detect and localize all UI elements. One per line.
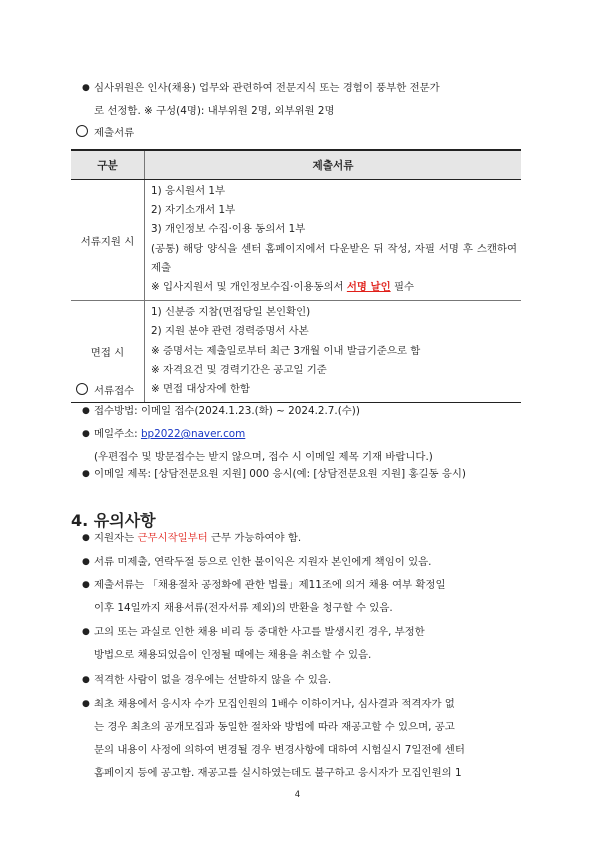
note-no-selection: ● 적격한 사람이 없을 경우에는 선발하지 않을 수 있음. [80,669,528,692]
receipt-method: ● 접수방법: 이메일 접수(2024.1.23.(화) ~ 2024.2.7.(수)) [80,400,528,423]
list-item: ※ 증명서는 제출일로부터 최근 3개월 이내 발급기준으로 함 [151,344,421,357]
page-number: 4 [294,790,301,800]
signature-note: ※ 입사지원서 및 개인정보수집·이용동의서 서명 날인 필수 [151,281,415,294]
list-item: 3) 개인정보 수집·이용 동의서 1부 [151,223,306,236]
bullet-icon: ● [82,675,90,685]
table-row [71,180,521,301]
list-item: 2) 자기소개서 1부 [151,204,236,217]
row-label-apply: 서류지원 시 [71,180,145,301]
note-re-announcement: ● 최초 채용에서 응시자 수가 모집인원의 1배수 이하이거나, 심사결과 적격자가 없 는 경우 최초의 공개모집과 동일한 절차와 방법에 따라 재공고할 수 있으며, 공고 문의 내용이 사정에 의하여 변경될 경우 변경사항에 대하여 시험실시 7일전에 센터 홈페이지 등에 공고함. 재공고를 실시하였는데도 불구하고 응시자가 모집인원의 1 [80,693,528,785]
section-receipt-heading: 서류접수 [76,383,134,399]
bullet-icon: ● [82,533,90,543]
email-link[interactable]: bp2022@naver.com [140,428,246,440]
signature-highlight: 서명 날인 [346,281,391,294]
reviewer-line1: 심사위원은 인사(채용) 업무와 관련하여 전문지식 또는 경험이 풍부한 전문가 [94,82,440,94]
email-note: (우편접수 및 방문접수는 받지 않으며, 접수 시 이메일 제목 기재 바랍니다.) [94,451,433,463]
reviewer-line2: 로 선정함. ※ 구성(4명): 내부위원 2명, 외부위원 2명 [94,105,335,117]
bullet-icon: ● [82,627,90,637]
list-item: 1) 응시원서 1부 [151,185,226,197]
section4-title: 4. 유의사항 [71,511,156,530]
row-items-interview [145,301,522,403]
note-cancellation: ● 고의 또는 과실로 인한 채용 비리 등 중대한 사고를 발생시킨 경우, 부정한 방법으로 채용되었음이 인정될 때에는 채용을 취소할 수 있음. [80,621,528,667]
row-label-interview: 면접 시 [71,301,145,403]
bullet-icon: ● [82,429,90,439]
list-item: ※ 자격요건 및 경력기간은 공고일 기준 [151,363,327,376]
bullet-icon: ● [82,557,90,567]
list-item: ※ 면접 대상자에 한함 [151,383,250,396]
list-item: 2) 지원 분야 관련 경력증명서 사본 [151,325,309,338]
list-item: 1) 신분증 지참(면접당일 본인확인) [151,306,311,319]
table-header-row [71,150,521,180]
reviewer-bullet [80,77,528,123]
note-return-docs: ● 제출서류는 「채용절차 공정화에 관한 법률」제11조에 의거 채용 여부 확정일 이후 14일까지 채용서류(전자서류 제외)의 반환을 청구할 수 있음. [80,574,528,620]
section-docs-heading: 제출서류 [76,125,134,141]
start-date-highlight: 근무시작일부터 [137,532,208,544]
bullet-icon: ● [82,580,90,590]
list-item: (공통) 해당 양식을 센터 홈페이지에서 다운받은 뒤 작성, 자필 서명 후 스캔하여 제출 [151,242,517,274]
bullet-icon: ● [82,469,90,479]
documents-table [71,149,521,403]
bullet-icon: ● [82,406,90,416]
header-docs: 제출서류 [145,150,522,180]
note-responsibility: ● 서류 미제출, 연락두절 등으로 인한 불이익은 지원자 본인에게 책임이 있음. [80,551,528,574]
row-items-apply [145,180,522,301]
receipt-email: ● 메일주소: bp2022@naver.com (우편접수 및 방문접수는 받지 않으며, 접수 시 이메일 제목 기재 바랍니다.) [80,423,528,469]
circle-icon [76,383,88,395]
bullet-icon: ● [82,83,90,93]
header-type: 구분 [71,150,145,180]
circle-icon [76,125,88,137]
table-row [71,301,521,403]
note-start-date: ● 지원자는 근무시작일부터 근무 가능하여야 함. [80,527,528,550]
bullet-icon: ● [82,699,90,709]
receipt-subject: ● 이메일 제목: [상담전문요원 지원] 000 응시(예: [상담전문요원 지원] 홍길동 응시) [80,463,528,486]
